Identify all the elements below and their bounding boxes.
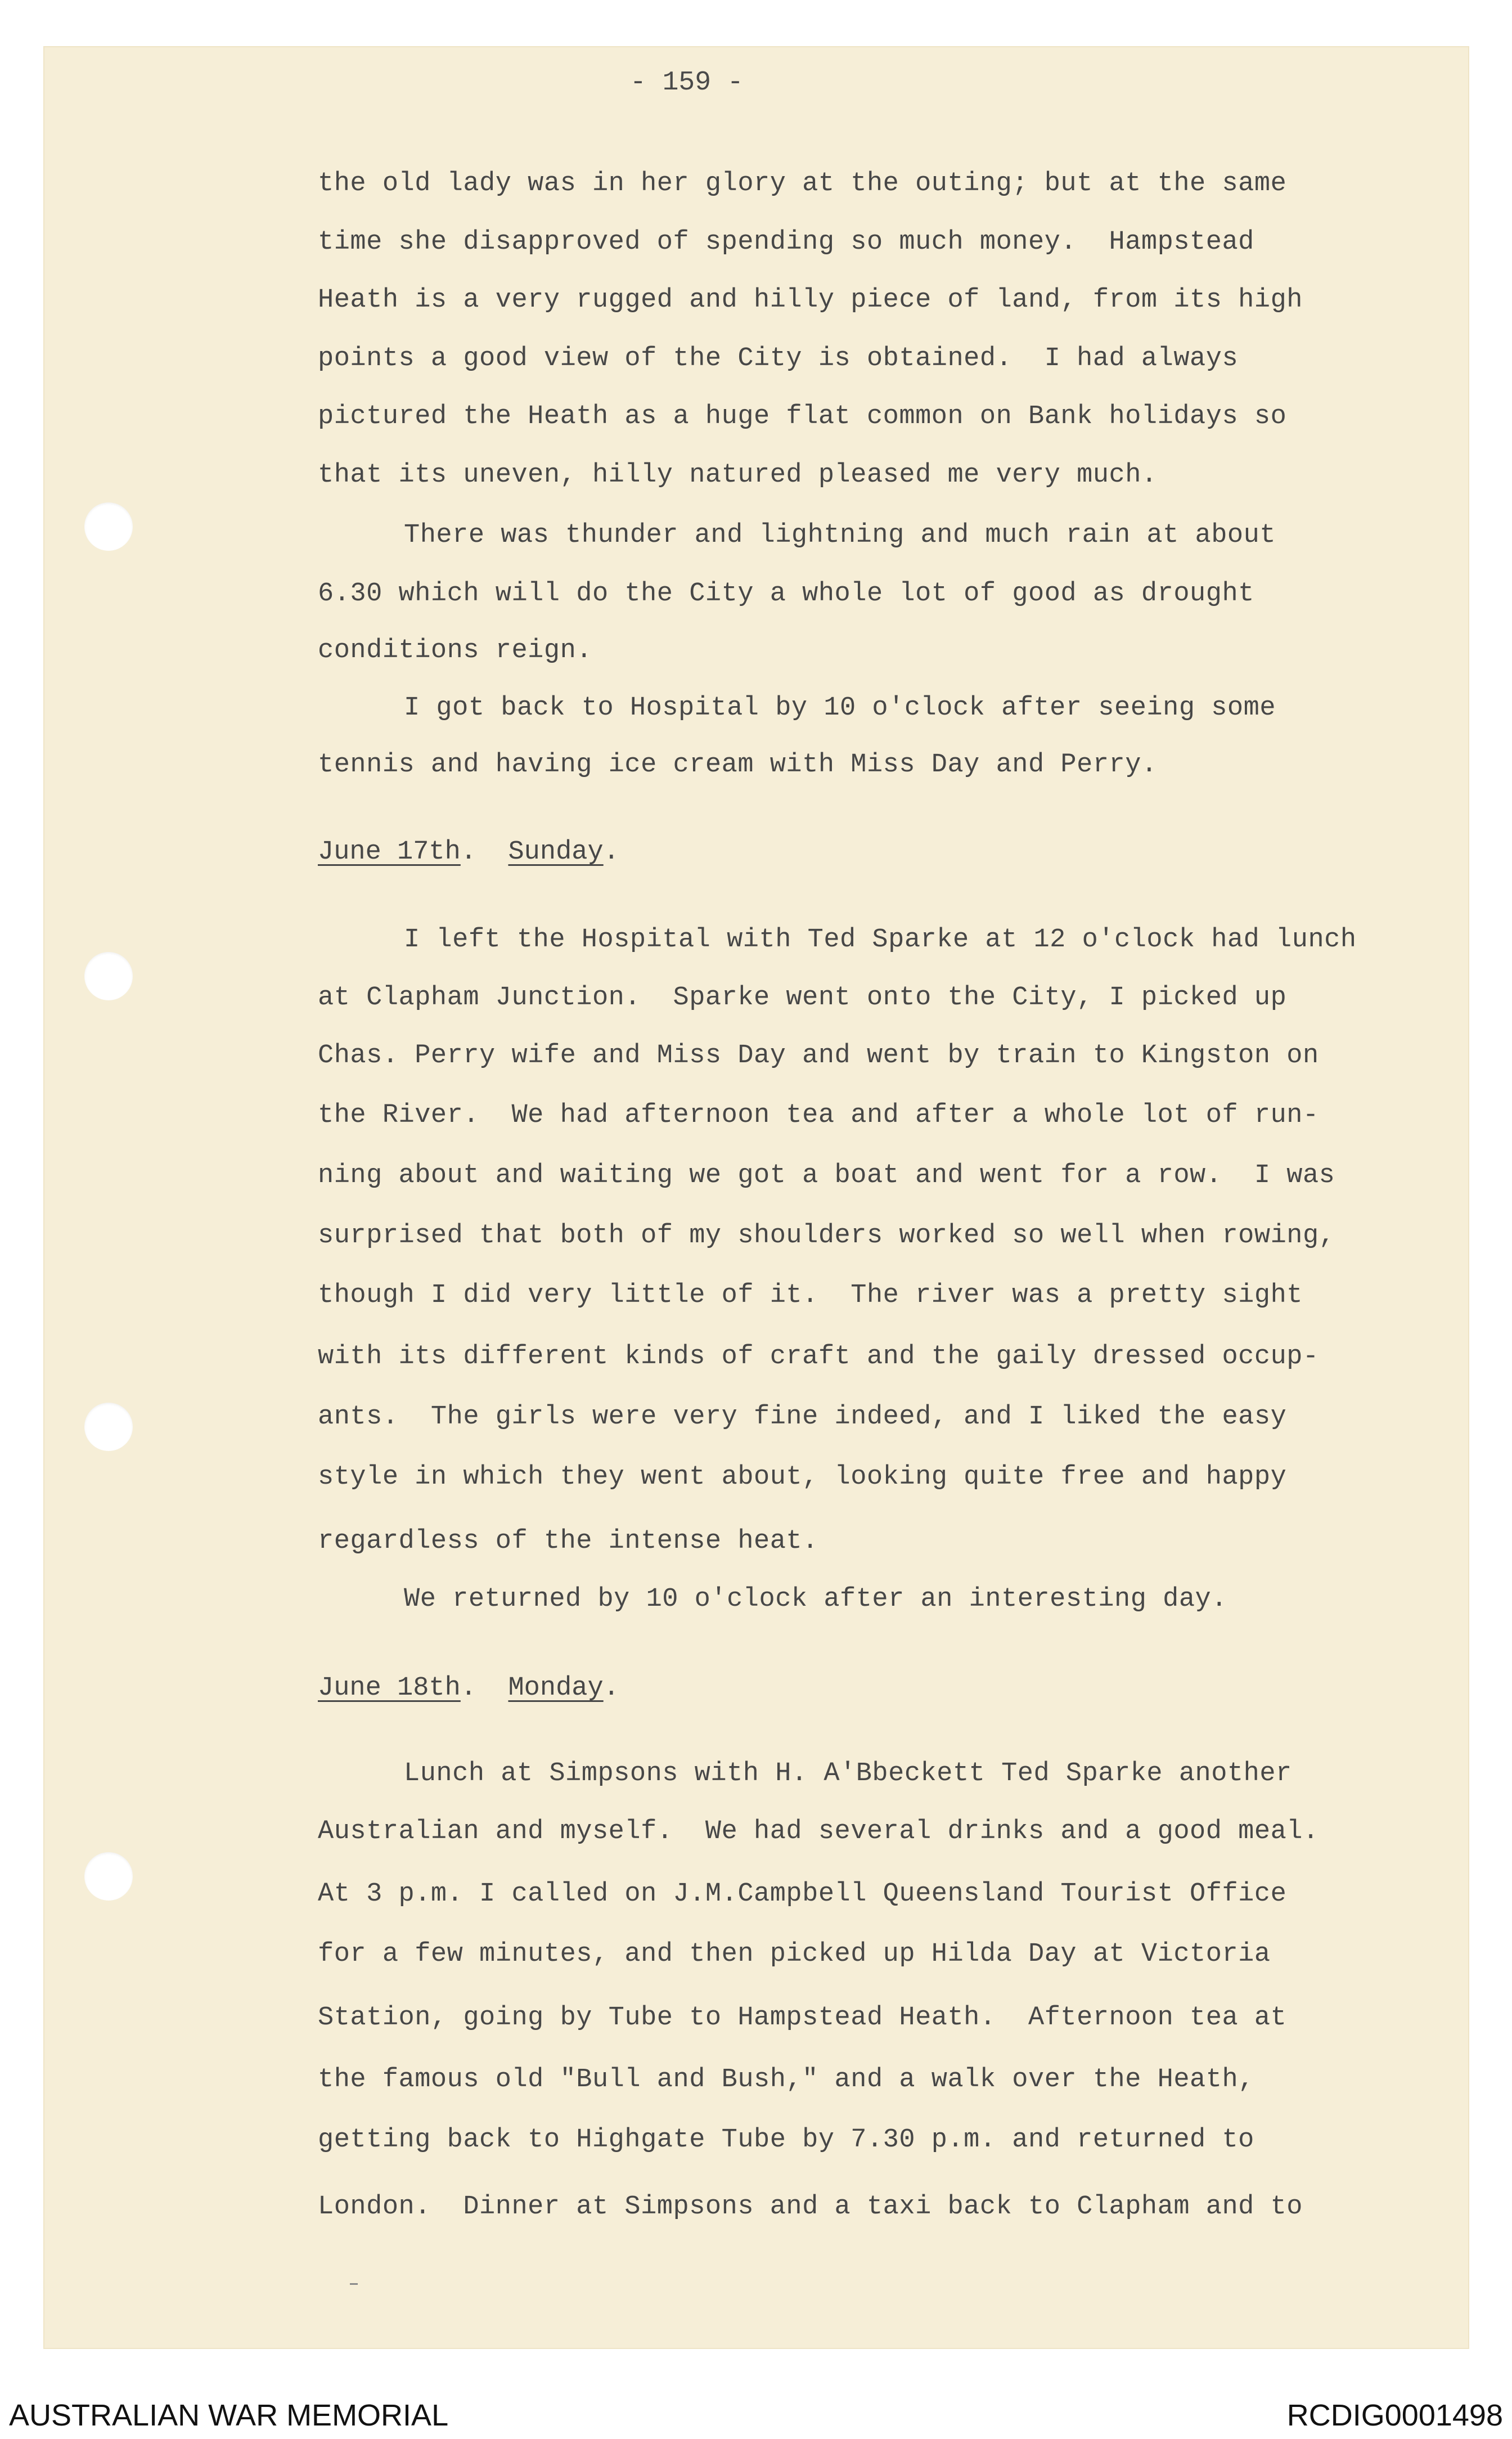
page-number: - 159 - [630, 68, 744, 98]
text-line: though I did very little of it. The river was a pretty sight [318, 1281, 1303, 1310]
punch-hole [84, 1403, 133, 1451]
text-line: for a few minutes, and then picked up Hilda Day at Victoria [318, 1939, 1271, 1969]
text-line: I left the Hospital with Ted Sparke at 12 o'clock had lunch [404, 925, 1357, 955]
text-line: ants. The girls were very fine indeed, and I liked the easy [318, 1402, 1287, 1432]
text-line: the River. We had afternoon tea and after a whole lot of run- [318, 1101, 1319, 1130]
text-line: Australian and myself. We had several drinks and a good meal. [318, 1817, 1319, 1847]
text-line: London. Dinner at Simpsons and a taxi back to Clapham and to [318, 2192, 1303, 2222]
entry-heading: June 17th. Sunday. [318, 837, 619, 867]
text-line: the old lady was in her glory at the outing; but at the same [318, 169, 1287, 199]
text-line: surprised that both of my shoulders worked so well when rowing, [318, 1221, 1335, 1251]
footer-institution: AUSTRALIAN WAR MEMORIAL [9, 2398, 449, 2432]
text-line: getting back to Highgate Tube by 7.30 p.m. and returned to [318, 2125, 1254, 2155]
text-line: conditions reign. [318, 636, 592, 666]
text-line: There was thunder and lightning and much rain at about [404, 520, 1276, 550]
text-line: At 3 p.m. I called on J.M.Campbell Queensland Tourist Office [318, 1879, 1287, 1909]
text-line: that its uneven, hilly natured pleased me very much. [318, 460, 1158, 490]
footer-reference: RCDIG0001498 [1286, 2398, 1503, 2432]
text-line: the famous old "Bull and Bush," and a walk over the Heath, [318, 2065, 1254, 2095]
text-line: time she disapproved of spending so much money. Hampstead [318, 227, 1254, 257]
text-line: ning about and waiting we got a boat and went for a row. I was [318, 1161, 1335, 1191]
entry-day: Monday [508, 1673, 604, 1703]
text-line: points a good view of the City is obtained. I had always [318, 344, 1239, 374]
text-line: regardless of the intense heat. [318, 1526, 818, 1556]
text-line: I got back to Hospital by 10 o'clock after seeing some [404, 693, 1276, 723]
punch-hole [84, 952, 133, 1000]
text-line: Lunch at Simpsons with H. A'Bbeckett Ted Sparke another [404, 1759, 1292, 1789]
text-line: with its different kinds of craft and the gaily dressed occup- [318, 1342, 1319, 1372]
text-line: Heath is a very rugged and hilly piece of land, from its high [318, 285, 1303, 315]
entry-date: June 17th [318, 837, 461, 867]
entry-date: June 18th [318, 1673, 461, 1703]
text-line: 6.30 which will do the City a whole lot of good as drought [318, 579, 1254, 609]
punch-hole [84, 502, 133, 551]
text-line: Station, going by Tube to Hampstead Heath. Afternoon tea at [318, 2003, 1287, 2033]
text-line: at Clapham Junction. Sparke went onto the City, I picked up [318, 983, 1287, 1013]
text-line: We returned by 10 o'clock after an interesting day. [404, 1584, 1227, 1614]
text-line: style in which they went about, looking quite free and happy [318, 1462, 1287, 1492]
entry-heading: June 18th. Monday. [318, 1673, 619, 1703]
text-line: pictured the Heath as a huge flat common on Bank holidays so [318, 402, 1287, 432]
text-line: tennis and having ice cream with Miss Day and Perry. [318, 750, 1158, 780]
entry-day: Sunday [508, 837, 604, 867]
text-line: Chas. Perry wife and Miss Day and went by train to Kingston on [318, 1041, 1319, 1071]
punch-hole [84, 1852, 133, 1901]
stray-mark [350, 2283, 358, 2285]
